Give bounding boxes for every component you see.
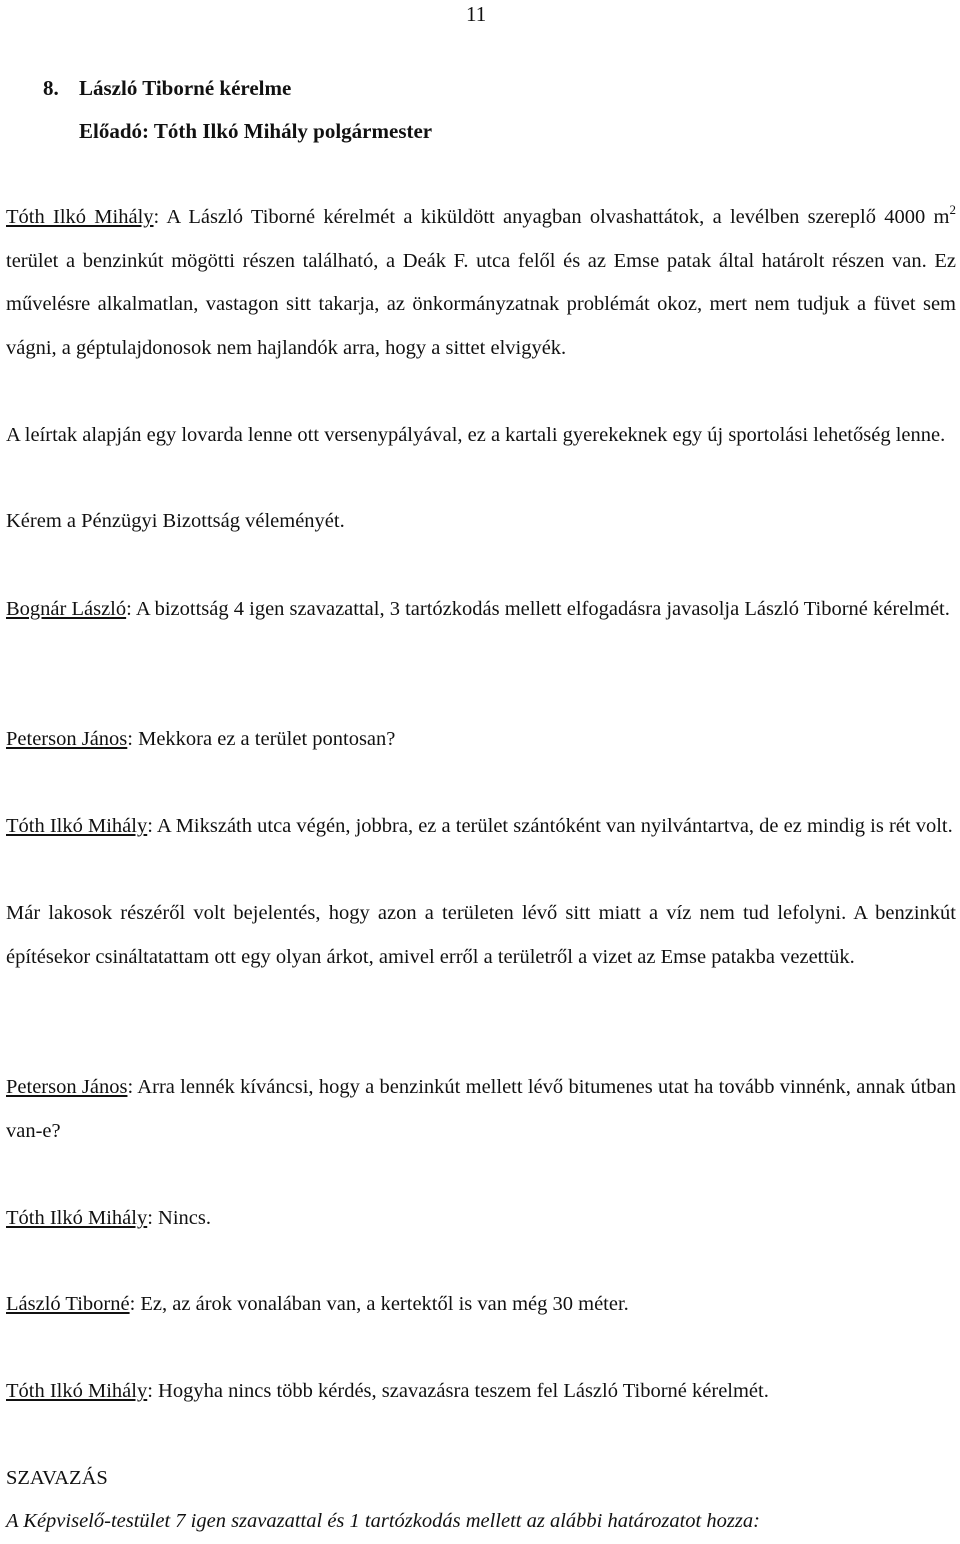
superscript: 2	[949, 202, 956, 217]
speech-text: : A László Tiborné kérelmét a kiküldött anyagban olvashattátok, a levélben szereplő 4000 m	[153, 206, 950, 228]
speech-paragraph: Kérem a Pénzügyi Bizottság véleményét.	[6, 510, 345, 532]
speech-paragraph	[6, 1370, 956, 1414]
speech-paragraph	[6, 1197, 956, 1241]
speaker-name: Bognár László	[6, 598, 127, 620]
agenda-title	[43, 76, 291, 101]
speech-text: : A Mikszáth utca végén, jobbra, ez a terület szántóként van nyilvántartva, de ez mindig is rét volt.	[147, 815, 953, 837]
speech-text: : Nincs.	[147, 1207, 211, 1229]
speech-paragraph	[6, 805, 956, 849]
speaker-name: Tóth Ilkó Mihály	[6, 815, 148, 837]
speech-text: : Hogyha nincs több kérdés, szavazásra teszem fel László Tiborné kérelmét.	[147, 1380, 769, 1402]
speaker-name: Tóth Ilkó Mihály	[6, 1207, 148, 1229]
speech-text: : A bizottság 4 igen szavazattal, 3 tartózkodás mellett elfogadásra javasolja László Tiborné kérelmét.	[126, 598, 950, 620]
speaker-name: Tóth Ilkó Mihály	[6, 206, 154, 228]
agenda-title-text: László Tiborné kérelme	[79, 76, 292, 100]
speech-text: : Arra lennék kíváncsi, hogy a benzinkút mellett lévő bitumenes utat ha tovább vinnénk, annak útban van-e?	[6, 1076, 957, 1142]
speech-paragraph: A leírtak alapján egy lovarda lenne ott versenypályával, ez a kartali gyerekeknek egy új sportolási lehetőség lenne.	[6, 424, 946, 446]
vote-label: SZAVAZÁS	[6, 1467, 108, 1489]
agenda-presenter: Előadó: Tóth Ilkó Mihály polgármester	[79, 119, 433, 143]
speech-text: : Ez, az árok vonalában van, a kertektől is van még 30 méter.	[129, 1293, 629, 1315]
agenda-number: 8.	[43, 76, 59, 100]
speaker-name: Tóth Ilkó Mihály	[6, 1380, 148, 1402]
speaker-name: László Tiborné	[6, 1293, 130, 1315]
speaker-name: Peterson János	[6, 728, 128, 750]
speech-text: terület a benzinkút mögötti részen található, a Deák F. utca felől és az Emse patak által határolt részen van. Ez művelésre alkalmatlan, vastagon sitt takarja, az önkormányzatnak problémát okoz, mert nem tudjuk a füvet sem vágni, a géptulajdonosok nem hajlandók arra, hogy a sittet elvigyék.	[6, 249, 956, 359]
vote-result: A Képviselő-testület 7 igen szavazattal és 1 tartózkodás mellett az alábbi határozatot hozza:	[6, 1510, 760, 1532]
speech-text: : Mekkora ez a terület pontosan?	[127, 728, 396, 750]
speech-paragraph	[6, 718, 956, 762]
speech-paragraph	[6, 1283, 956, 1327]
speech-paragraph	[6, 196, 956, 370]
speech-paragraph	[6, 588, 956, 632]
speech-paragraph	[6, 1066, 956, 1153]
speech-paragraph: Már lakosok részéről volt bejelentés, hogy azon a területen lévő sitt miatt a víz nem tud lefolyni. A benzinkút építésekor csináltatattam ott egy olyan árkot, amivel erről a területről a vizet az Emse patakba vezettük.	[6, 902, 956, 968]
speaker-name: Peterson János	[6, 1076, 128, 1098]
page-number: 11	[466, 2, 487, 26]
